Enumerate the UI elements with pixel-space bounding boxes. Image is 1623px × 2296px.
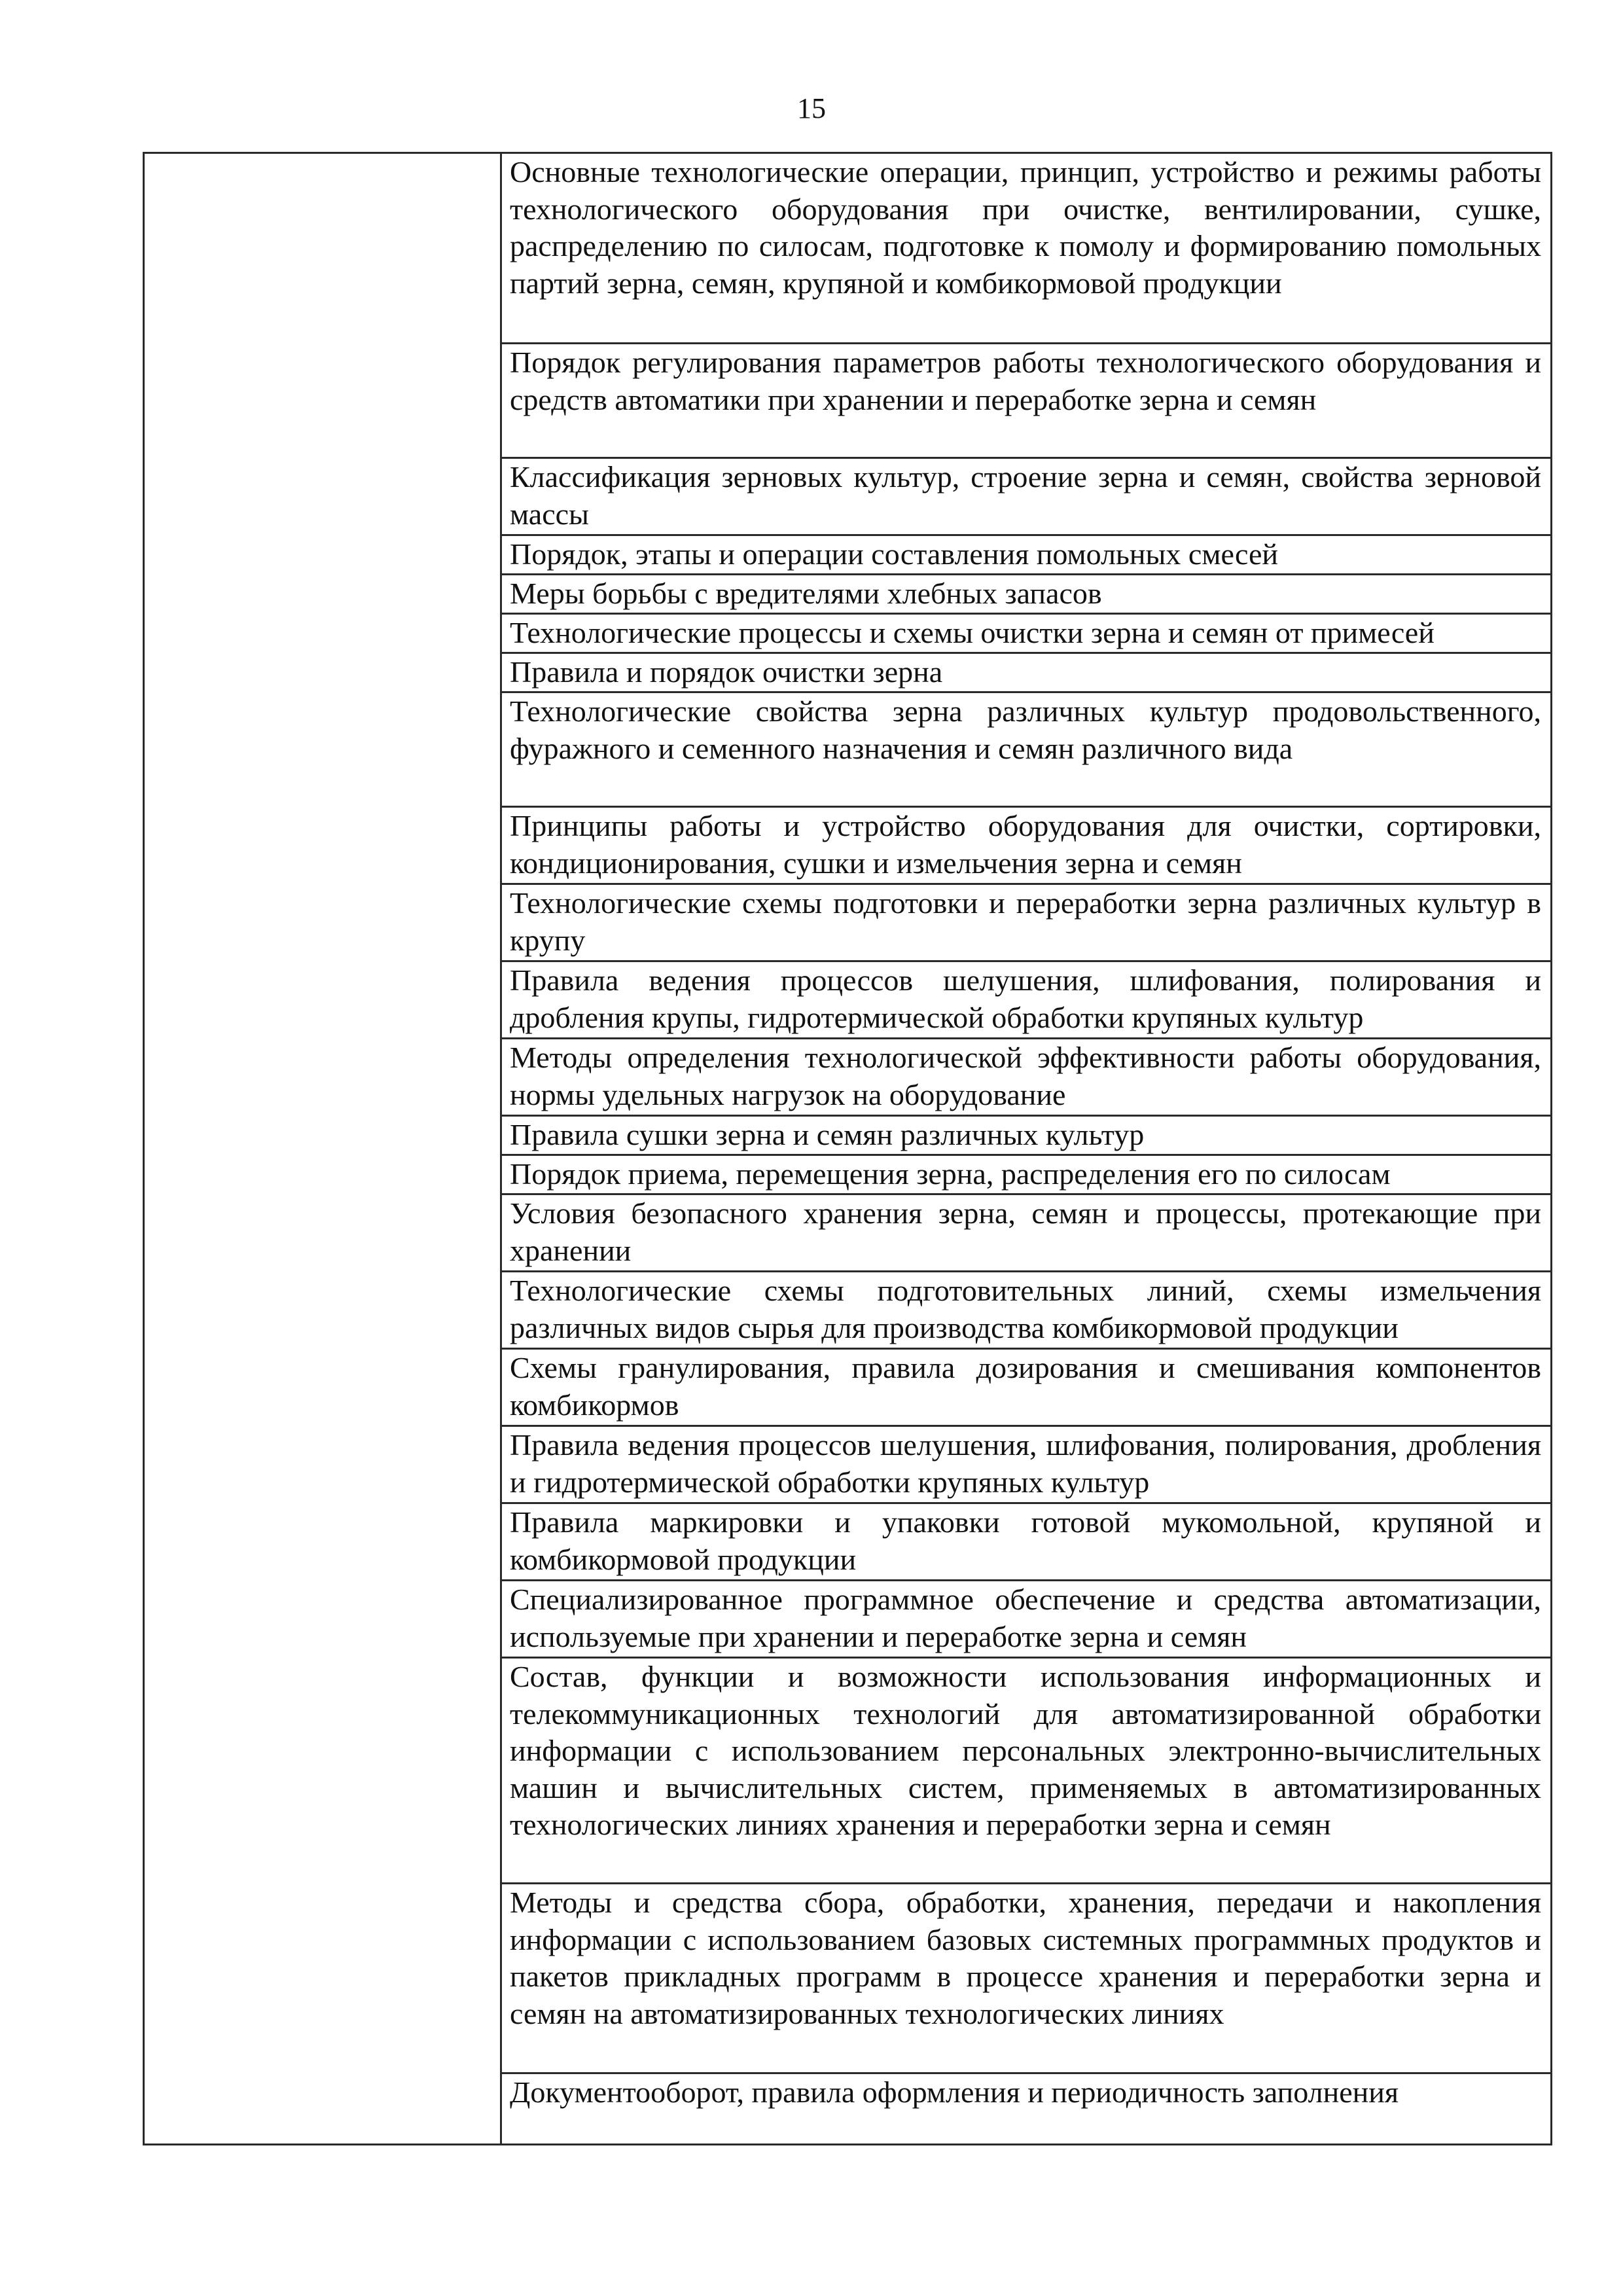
table-row: Принципы работы и устройство оборудования для очистки, сортировки, кондиционирования, сушки и измельчения зерна и семян: [502, 806, 1550, 883]
table-row: Основные технологические операции, принцип, устройство и режимы работы технологического оборудования при очистке, вентилировании, сушке, распределению по силосам, подготовке к помолу и формированию помольных партий зерна, семян, крупяной и комбикормовой продукции: [510, 155, 1541, 300]
table-row: Условия безопасного хранения зерна, семян и процессы, протекающие при хранении: [502, 1193, 1550, 1270]
table-row: Меры борьбы с вредителями хлебных запасов: [502, 573, 1550, 613]
table-row: Правила и порядок очистки зерна: [502, 652, 1550, 691]
table-row: Технологические процессы и схемы очистки зерна и семян от примесей: [502, 613, 1550, 652]
table-row: Состав, функции и возможности использования информационных и телекоммуникационных технологий для автоматизированной обработки информации с использованием персональных электронно-вычислительных машин и вычислительных систем, применяемых в автоматизированных технологических линиях хранения и переработки зерна и семян: [502, 1657, 1550, 1882]
table-row: Правила ведения процессов шелушения, шлифования, полирования, дробления и гидротермической обработки крупяных культур: [502, 1425, 1550, 1502]
table-row: Документооборот, правила оформления и периодичность заполнения: [502, 2072, 1550, 2110]
table-row: Классификация зерновых культур, строение зерна и семян, свойства зерновой массы: [502, 457, 1550, 534]
table-left-column: [145, 154, 502, 2144]
requirements-table: [143, 152, 1552, 2145]
table-row: Порядок, этапы и операции составления помольных смесей: [502, 534, 1550, 573]
table-row: Порядок регулирования параметров работы технологического оборудования и средств автоматики при хранении и переработке зерна и семян: [502, 342, 1550, 457]
table-row: Технологические свойства зерна различных культур продовольственного, фуражного и семенного назначения и семян различного вида: [502, 691, 1550, 806]
table-row: Методы определения технологической эффективности работы оборудования, нормы удельных нагрузок на оборудование: [502, 1037, 1550, 1115]
table-right-column: [502, 154, 1550, 2144]
page-number: 15: [797, 92, 826, 124]
table-row: Правила ведения процессов шелушения, шлифования, полирования и дробления крупы, гидротермической обработки крупяных культур: [502, 960, 1550, 1037]
table-row: Порядок приема, перемещения зерна, распределения его по силосам: [502, 1154, 1550, 1193]
table-row: Правила сушки зерна и семян различных культур: [502, 1115, 1550, 1154]
table-row: Специализированное программное обеспечение и средства автоматизации, используемые при хранении и переработке зерна и семян: [502, 1579, 1550, 1657]
table-row: Схемы гранулирования, правила дозирования и смешивания компонентов комбикормов: [502, 1348, 1550, 1425]
table-row: Методы и средства сбора, обработки, хранения, передачи и накопления информации с использованием базовых системных программных продуктов и пакетов прикладных программ в процессе хранения и переработки зерна и семян на автоматизированных технологических линиях: [502, 1882, 1550, 2072]
table-row: Правила маркировки и упаковки готовой мукомольной, крупяной и комбикормовой продукции: [502, 1502, 1550, 1579]
table-row: Технологические схемы подготовительных линий, схемы измельчения различных видов сырья для производства комбикормовой продукции: [502, 1270, 1550, 1348]
table-row: Технологические схемы подготовки и переработки зерна различных культур в крупу: [502, 883, 1550, 960]
